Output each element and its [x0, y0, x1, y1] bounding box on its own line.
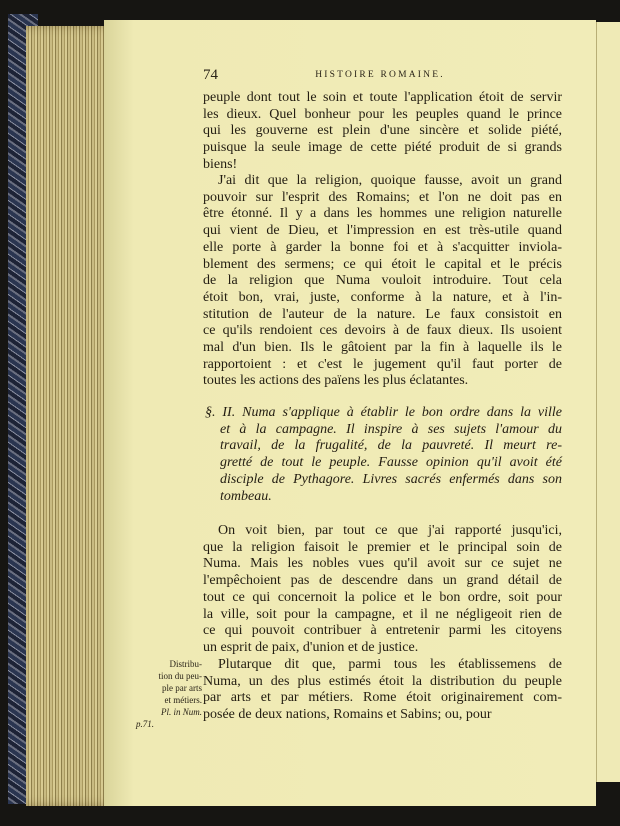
text-line: elle porte à garder la bonne foi et à s'acquitter inviola-: [203, 239, 562, 255]
text-line: pouvoir sur l'esprit des Romains; et l'on ne doit pas en: [203, 189, 562, 205]
text-line: tout ce qui concernoit la police et le bon ordre, soit pour: [203, 589, 562, 605]
text-line: peuple dont tout le soin et toute l'application étoit de servir: [203, 90, 562, 105]
text-line: puisque la seule image de cette piété produit de si grands: [203, 140, 562, 156]
running-title: HISTOIRE ROMAINE.: [315, 70, 445, 80]
text-line: rapportoient : et c'est le jugement qu'il faut porter de: [203, 356, 562, 372]
text-line: toutes les actions des païens les plus éclatantes.: [203, 373, 469, 389]
text-line: Numa, un des plus estimés étoit la distribution du peuple: [203, 673, 562, 689]
margin-note-line: ple par arts: [162, 683, 202, 693]
section-summary-line: §. II. Numa s'applique à établir le bon ordre dans la ville: [205, 405, 562, 420]
section-summary-line: et à la campagne. Il inspire à ses sujets l'amour du: [220, 421, 562, 437]
text-line: posée de deux nations, Romains et Sabins; ou, pour: [203, 707, 492, 723]
text-line: biens!: [203, 156, 238, 172]
margin-note-line: tion du peu-: [158, 671, 202, 681]
text-line: la ville, soit pour la campagne, et il ne négligeoit rien de: [203, 606, 562, 622]
margin-note-line: et métiers.: [164, 695, 202, 705]
text-line: On voit bien, par tout ce que j'ai rapporté jusqu'ici,: [218, 523, 562, 538]
facing-page-edge: [596, 22, 620, 782]
text-line: l'empêchoient pas de descendre dans un grand détail de: [203, 573, 562, 589]
text-line: ce qui pouvoit contribuer à entretenir parmi les citoyens: [203, 623, 562, 639]
text-line: que la religion faisoit le premier et le principal soin de: [203, 539, 562, 555]
text-line: mal d'un bien. Ils le gâtoient par la fin à laquelle ils le: [203, 340, 562, 355]
text-line: Plutarque dit que, parmi tous les établissemens de: [218, 657, 562, 672]
text-line: blement des sermens; ce qui étoit le capital et le précis: [203, 256, 562, 272]
text-line: étoit bon, vrai, juste, conforme à la nature, et à l'in-: [203, 289, 562, 305]
section-summary-line: disciple de Pythagore. Livres sacrés enfermés dans son: [220, 471, 562, 487]
section-summary-line: travail, de la frugalité, de la pauvreté. Il meurt re-: [220, 438, 562, 454]
margin-note-line: p.71.: [136, 719, 154, 729]
section-summary-line: tombeau.: [220, 488, 272, 504]
text-line: stitution de l'auteur de la nature. Le faux consistoit en: [203, 306, 562, 322]
text-line: Numa. Mais les nobles vues qu'il avoit sur ce sujet ne: [203, 556, 562, 572]
text-line: un esprit de paix, d'union et de justice.: [203, 639, 419, 655]
text-line: les dieux. Quel bonheur pour les peuples quand le prince: [203, 106, 562, 122]
margin-note-line: Pl. in Num.: [160, 707, 202, 717]
text-line: de la religion que Numa vouloit introduire. Tout cela: [203, 273, 562, 289]
text-line: qui vient de Dieu, et l'impression en est très-utile quand: [203, 223, 562, 239]
text-line: être étonné. Il y a dans les hommes une religion naturelle: [203, 206, 562, 222]
text-line: par arts et par métiers. Rome étoit originairement com-: [203, 690, 562, 706]
text-line: ce qu'ils rendoient ces devoirs à de faux dieux. Ils usoient: [203, 323, 562, 339]
text-line: qui les gouverne est plein d'une sincère et solide piété,: [203, 123, 562, 139]
margin-note-line: Distribu-: [169, 659, 202, 669]
section-summary-line: gretté de tout le peuple. Fausse opinion qu'il avoit été: [220, 455, 562, 471]
text-line: J'ai dit que la religion, quoique fausse, avoit un grand: [218, 173, 562, 188]
page-number: 74: [203, 67, 218, 83]
